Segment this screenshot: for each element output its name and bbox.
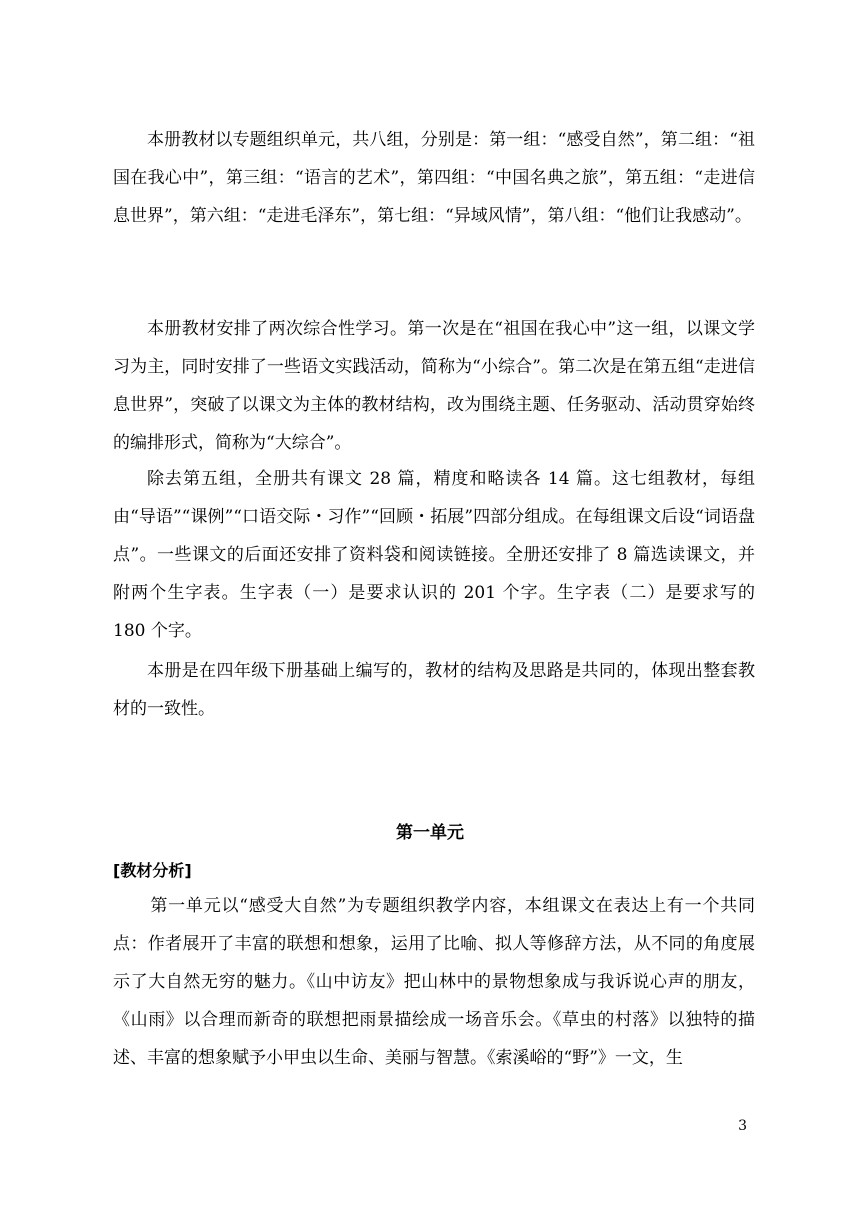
intro-paragraph-integrated-learning: 本册教材安排了两次综合性学习。第一次是在“祖国在我心中”这一组，以课文学习为主，同时安排了一些语文实践活动，简称为“小综合”。第二次是在第五组“走进信息世界”，突破了以课文为主体的教材结构，改为围绕主题、任务驱动、活动贯穿始终的编排形式，简称为“大综合”。 <box>113 319 755 453</box>
section-paragraph: 第一单元以“感受大自然”为专题组织教学内容，本组课文在表达上有一个共同点：作者展开了丰富的联想和想象，运用了比喻、拟人等修辞方法，从不同的角度展示了大自然无穷的魅力。《山中访友》把山林中的景物想象成与我诉说心声的朋友，《山雨》以合理而新奇的联想把雨景描绘成一场音乐会。《草虫的村落》以独特的描述、丰富的想象赋予小甲虫以生命、美丽与智慧。《索溪峪的“野”》一文，生 <box>113 896 755 1068</box>
section-subtitle: [教材分析] <box>113 861 192 880</box>
intro-paragraph-lessons: 除去第五组，全册共有课文 28 篇，精度和略读各 14 篇。这七组教材，每组由“导语”“课例”“口语交际・习作”“回顾・拓展”四部分组成。在每组课文后设“词语盘点”。一些课文的后面还安排了资料袋和阅读链接。全册还安排了 8 篇选读课文，并附两个生字表。生字表（一）是要求认识的 201 个字。生字表（二）是要求写的 180 个字。 <box>113 469 755 641</box>
page-number: 3 <box>738 1118 747 1134</box>
intro-paragraph-consistency: 本册是在四年级下册基础上编写的，教材的结构及思路是共同的，体现出整套教材的一致性。 <box>113 661 755 719</box>
section-title: 第一单元 <box>396 823 464 843</box>
intro-paragraph-units: 本册教材以专题组织单元，共八组，分别是：第一组：“感受自然”，第二组：“祖国在我心中”，第三组：“语言的艺术”，第四组：“中国名典之旅”，第五组：“走进信息世界”，第六组：“走进毛泽东”，第七组：“异域风情”，第八组：“他们让我感动”。 <box>113 130 755 226</box>
